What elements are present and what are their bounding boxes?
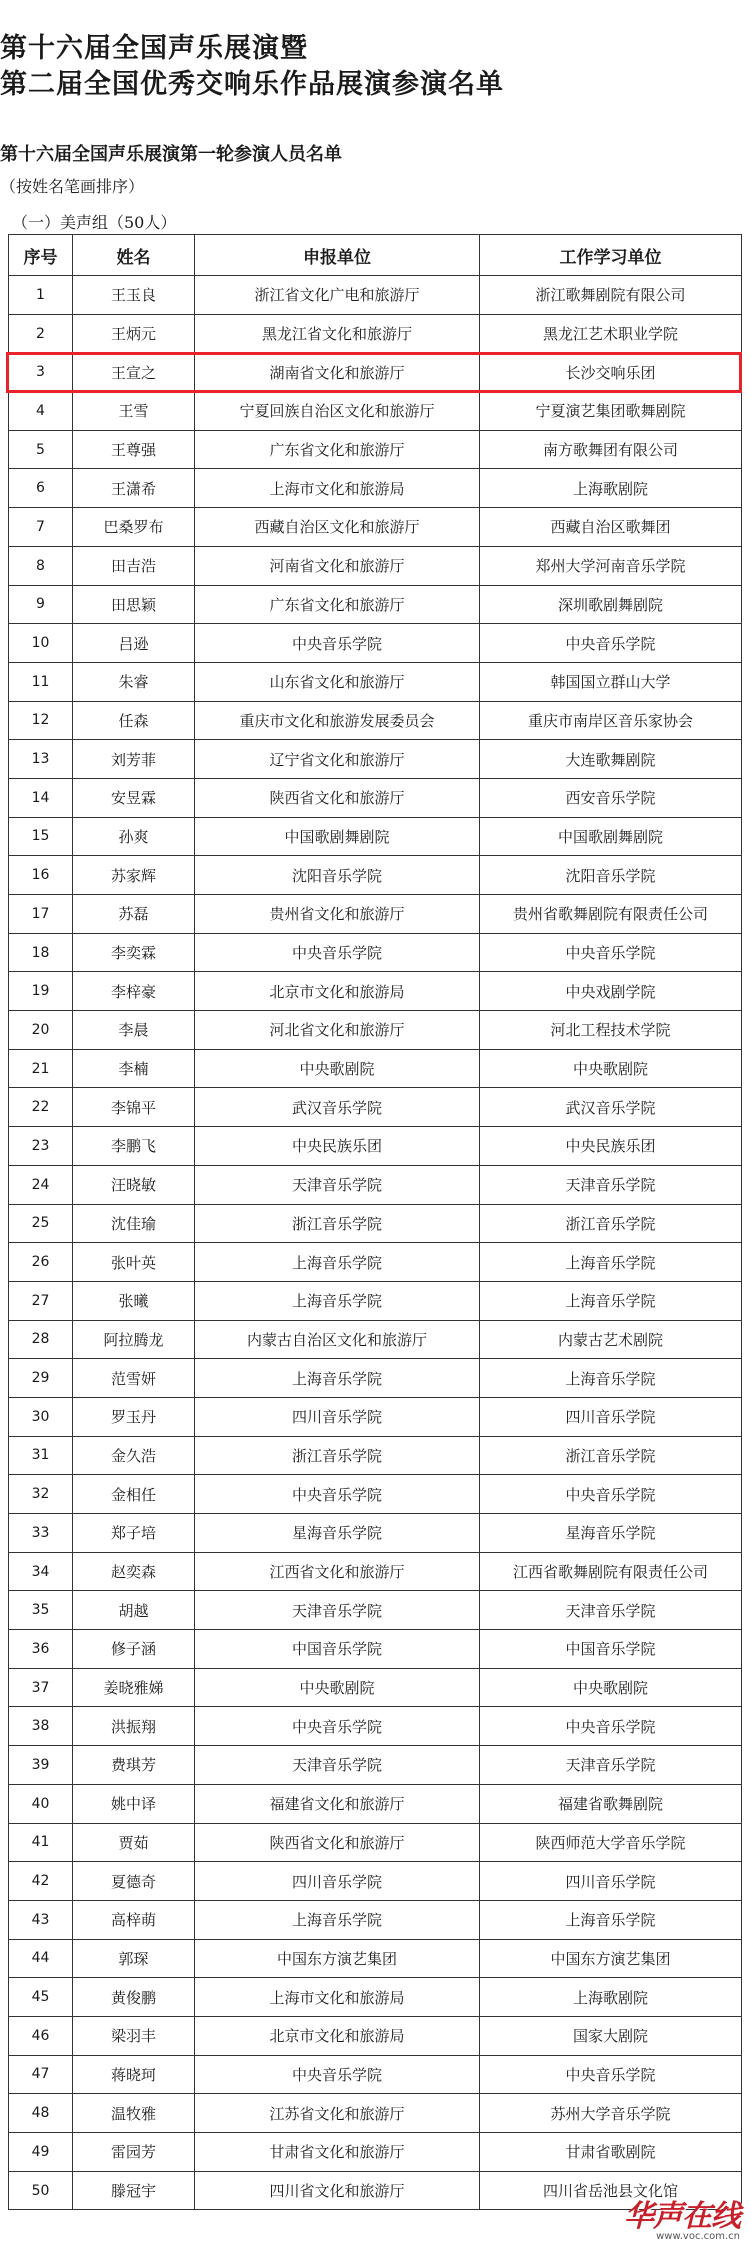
- cell-number: 21: [9, 1049, 73, 1088]
- cell-name: 姚中译: [73, 1784, 195, 1823]
- cell-number: 18: [9, 933, 73, 972]
- cell-number: 32: [9, 1475, 73, 1514]
- cell-name: 胡越: [73, 1591, 195, 1630]
- cell-name: 夏德奇: [73, 1862, 195, 1901]
- cell-work-unit: 中央音乐学院: [480, 933, 742, 972]
- table-header-row: [9, 235, 742, 276]
- cell-number: 17: [9, 895, 73, 934]
- cell-number: 43: [9, 1900, 73, 1939]
- cell-work-unit: 中央民族乐团: [480, 1127, 742, 1166]
- cell-work-unit: 上海音乐学院: [480, 1359, 742, 1398]
- cell-applying-unit: 广东省文化和旅游厅: [195, 585, 480, 624]
- cell-name: 赵奕森: [73, 1552, 195, 1591]
- cell-number: 1: [9, 276, 73, 315]
- table-row: [9, 778, 742, 817]
- cell-applying-unit: 江苏省文化和旅游厅: [195, 2094, 480, 2133]
- table-row: [9, 1939, 742, 1978]
- cell-name: 王潇希: [73, 469, 195, 508]
- cell-work-unit: 天津音乐学院: [480, 1591, 742, 1630]
- cell-applying-unit: 浙江音乐学院: [195, 1204, 480, 1243]
- cell-applying-unit: 中央音乐学院: [195, 2055, 480, 2094]
- table-row: [9, 2055, 742, 2094]
- cell-number: 49: [9, 2133, 73, 2172]
- cell-applying-unit: 辽宁省文化和旅游厅: [195, 740, 480, 779]
- cell-name: 梁羽丰: [73, 2016, 195, 2055]
- cell-work-unit: 中国歌剧舞剧院: [480, 817, 742, 856]
- cell-work-unit: 上海音乐学院: [480, 1900, 742, 1939]
- table-row: [9, 1668, 742, 1707]
- cell-name: 苏家辉: [73, 856, 195, 895]
- cell-number: 7: [9, 508, 73, 547]
- cell-name: 安昱霖: [73, 778, 195, 817]
- table-row: [9, 1514, 742, 1553]
- table-row: [9, 1397, 742, 1436]
- cell-name: 滕冠宇: [73, 2171, 195, 2210]
- column-header-work-unit: 工作学习单位: [480, 235, 742, 276]
- table-row: [9, 1281, 742, 1320]
- cell-number: 2: [9, 314, 73, 353]
- table-row: [9, 276, 742, 315]
- cell-number: 4: [9, 392, 73, 431]
- cell-work-unit: 中央音乐学院: [480, 2055, 742, 2094]
- cell-name: 巴桑罗布: [73, 508, 195, 547]
- table-row: [9, 1165, 742, 1204]
- table-row: [9, 1746, 742, 1785]
- cell-work-unit: 武汉音乐学院: [480, 1088, 742, 1127]
- cell-work-unit: 中央音乐学院: [480, 1707, 742, 1746]
- cell-work-unit: 深圳歌剧舞剧院: [480, 585, 742, 624]
- cell-name: 王雪: [73, 392, 195, 431]
- cell-work-unit: 西藏自治区歌舞团: [480, 508, 742, 547]
- cell-work-unit: 沈阳音乐学院: [480, 856, 742, 895]
- cell-number: 24: [9, 1165, 73, 1204]
- cell-work-unit: 中央戏剧学院: [480, 972, 742, 1011]
- cell-number: 29: [9, 1359, 73, 1398]
- cell-name: 苏磊: [73, 895, 195, 934]
- cell-work-unit: 中国东方演艺集团: [480, 1939, 742, 1978]
- table-row: [9, 1049, 742, 1088]
- cell-applying-unit: 中央民族乐团: [195, 1127, 480, 1166]
- cell-work-unit: 上海歌剧院: [480, 1978, 742, 2017]
- cell-number: 39: [9, 1746, 73, 1785]
- cell-name: 洪振翔: [73, 1707, 195, 1746]
- cell-applying-unit: 星海音乐学院: [195, 1514, 480, 1553]
- table-row: [9, 1862, 742, 1901]
- cell-applying-unit: 河南省文化和旅游厅: [195, 546, 480, 585]
- group-label: （一）美声组（50人）: [12, 213, 177, 232]
- cell-applying-unit: 中国音乐学院: [195, 1630, 480, 1669]
- cell-applying-unit: 重庆市文化和旅游发展委员会: [195, 701, 480, 740]
- cell-applying-unit: 宁夏回族自治区文化和旅游厅: [195, 392, 480, 431]
- cell-applying-unit: 山东省文化和旅游厅: [195, 662, 480, 701]
- cell-name: 王玉良: [73, 276, 195, 315]
- cell-applying-unit: 北京市文化和旅游局: [195, 972, 480, 1011]
- cell-name: 金相任: [73, 1475, 195, 1514]
- cell-applying-unit: 中央音乐学院: [195, 1707, 480, 1746]
- cell-applying-unit: 浙江音乐学院: [195, 1436, 480, 1475]
- cell-work-unit: 中央音乐学院: [480, 624, 742, 663]
- cell-name: 吕逊: [73, 624, 195, 663]
- cell-number: 30: [9, 1397, 73, 1436]
- cell-applying-unit: 四川音乐学院: [195, 1862, 480, 1901]
- cell-work-unit: 内蒙古艺术剧院: [480, 1320, 742, 1359]
- cell-applying-unit: 中央歌剧院: [195, 1668, 480, 1707]
- cell-name: 田吉浩: [73, 546, 195, 585]
- cell-work-unit: 西安音乐学院: [480, 778, 742, 817]
- column-header-applying-unit: 申报单位: [195, 235, 480, 276]
- cell-number: 3: [9, 353, 73, 392]
- cell-applying-unit: 天津音乐学院: [195, 1165, 480, 1204]
- cell-work-unit: 南方歌舞团有限公司: [480, 430, 742, 469]
- cell-work-unit: 重庆市南岸区音乐家协会: [480, 701, 742, 740]
- cell-name: 王炳元: [73, 314, 195, 353]
- cell-number: 37: [9, 1668, 73, 1707]
- table-body: [9, 276, 742, 2210]
- cell-applying-unit: 甘肃省文化和旅游厅: [195, 2133, 480, 2172]
- cell-number: 42: [9, 1862, 73, 1901]
- cell-work-unit: 浙江音乐学院: [480, 1204, 742, 1243]
- cell-applying-unit: 江西省文化和旅游厅: [195, 1552, 480, 1591]
- cell-work-unit: 星海音乐学院: [480, 1514, 742, 1553]
- table-row: [9, 1630, 742, 1669]
- cell-applying-unit: 贵州省文化和旅游厅: [195, 895, 480, 934]
- table-row: [9, 1978, 742, 2017]
- table-row: [9, 430, 742, 469]
- column-header-name: 姓名: [73, 235, 195, 276]
- cell-work-unit: 长沙交响乐团: [480, 353, 742, 392]
- cell-applying-unit: 广东省文化和旅游厅: [195, 430, 480, 469]
- cell-name: 李楠: [73, 1049, 195, 1088]
- cell-number: 26: [9, 1243, 73, 1282]
- cell-work-unit: 甘肃省歌剧院: [480, 2133, 742, 2172]
- table-row: [9, 469, 742, 508]
- cell-number: 33: [9, 1514, 73, 1553]
- cell-name: 金久浩: [73, 1436, 195, 1475]
- table-row: [9, 2016, 742, 2055]
- cell-number: 41: [9, 1823, 73, 1862]
- cell-name: 阿拉腾龙: [73, 1320, 195, 1359]
- cell-name: 郑子培: [73, 1514, 195, 1553]
- table-row: [9, 585, 742, 624]
- cell-work-unit: 韩国国立群山大学: [480, 662, 742, 701]
- table-row: [9, 546, 742, 585]
- cell-name: 高梓萌: [73, 1900, 195, 1939]
- cell-applying-unit: 上海音乐学院: [195, 1900, 480, 1939]
- cell-number: 13: [9, 740, 73, 779]
- cell-work-unit: 黑龙江艺术职业学院: [480, 314, 742, 353]
- table-row: [9, 972, 742, 1011]
- document-title-line-2: 第二届全国优秀交响乐作品展演参演名单: [0, 69, 504, 100]
- cell-applying-unit: 内蒙古自治区文化和旅游厅: [195, 1320, 480, 1359]
- cell-applying-unit: 武汉音乐学院: [195, 1088, 480, 1127]
- cell-applying-unit: 天津音乐学院: [195, 1591, 480, 1630]
- cell-applying-unit: 中央音乐学院: [195, 933, 480, 972]
- cell-name: 李奕霖: [73, 933, 195, 972]
- cell-number: 11: [9, 662, 73, 701]
- cell-applying-unit: 上海市文化和旅游局: [195, 1978, 480, 2017]
- cell-number: 48: [9, 2094, 73, 2133]
- cell-name: 修子涵: [73, 1630, 195, 1669]
- cell-name: 雷园芳: [73, 2133, 195, 2172]
- cell-work-unit: 陕西师范大学音乐学院: [480, 1823, 742, 1862]
- table-row: [9, 1707, 742, 1746]
- table-row: [9, 1243, 742, 1282]
- cell-work-unit: 中央歌剧院: [480, 1668, 742, 1707]
- cell-work-unit: 浙江歌舞剧院有限公司: [480, 276, 742, 315]
- cell-number: 23: [9, 1127, 73, 1166]
- cell-name: 王宣之: [73, 353, 195, 392]
- cell-work-unit: 中央歌剧院: [480, 1049, 742, 1088]
- cell-name: 温牧雅: [73, 2094, 195, 2133]
- cell-applying-unit: 上海音乐学院: [195, 1243, 480, 1282]
- cell-applying-unit: 浙江省文化广电和旅游厅: [195, 276, 480, 315]
- cell-applying-unit: 中央音乐学院: [195, 624, 480, 663]
- cell-number: 46: [9, 2016, 73, 2055]
- cell-work-unit: 苏州大学音乐学院: [480, 2094, 742, 2133]
- cell-number: 35: [9, 1591, 73, 1630]
- table-row: [9, 740, 742, 779]
- table-row: [9, 1127, 742, 1166]
- cell-applying-unit: 北京市文化和旅游局: [195, 2016, 480, 2055]
- sort-note: （按姓名笔画排序）: [0, 177, 145, 196]
- table-row: [9, 1436, 742, 1475]
- cell-work-unit: 中央音乐学院: [480, 1475, 742, 1514]
- cell-number: 15: [9, 817, 73, 856]
- cell-name: 任森: [73, 701, 195, 740]
- cell-applying-unit: 上海市文化和旅游局: [195, 469, 480, 508]
- table-row: [9, 624, 742, 663]
- cell-work-unit: 福建省歌舞剧院: [480, 1784, 742, 1823]
- table-row: [9, 508, 742, 547]
- document-title-line-1: 第十六届全国声乐展演暨: [0, 33, 308, 64]
- cell-applying-unit: 中央歌剧院: [195, 1049, 480, 1088]
- cell-name: 孙爽: [73, 817, 195, 856]
- cell-work-unit: 四川省岳池县文化馆: [480, 2171, 742, 2210]
- table-row: [9, 392, 742, 431]
- cell-name: 郭琛: [73, 1939, 195, 1978]
- cell-number: 5: [9, 430, 73, 469]
- table-row: [9, 662, 742, 701]
- list-subtitle: 第十六届全国声乐展演第一轮参演人员名单: [0, 144, 342, 165]
- cell-applying-unit: 四川音乐学院: [195, 1397, 480, 1436]
- cell-name: 沈佳瑜: [73, 1204, 195, 1243]
- cell-name: 范雪妍: [73, 1359, 195, 1398]
- table-row: [9, 817, 742, 856]
- cell-name: 王尊强: [73, 430, 195, 469]
- cell-work-unit: 浙江音乐学院: [480, 1436, 742, 1475]
- cell-applying-unit: 沈阳音乐学院: [195, 856, 480, 895]
- cell-name: 蒋晓珂: [73, 2055, 195, 2094]
- cell-applying-unit: 陕西省文化和旅游厅: [195, 778, 480, 817]
- table-row: [9, 1359, 742, 1398]
- cell-applying-unit: 四川省文化和旅游厅: [195, 2171, 480, 2210]
- cell-number: 34: [9, 1552, 73, 1591]
- cell-name: 李锦平: [73, 1088, 195, 1127]
- cell-name: 姜晓雅娣: [73, 1668, 195, 1707]
- cell-number: 28: [9, 1320, 73, 1359]
- table-row: [9, 2133, 742, 2172]
- cell-number: 44: [9, 1939, 73, 1978]
- cell-number: 45: [9, 1978, 73, 2017]
- cell-name: 汪晓敏: [73, 1165, 195, 1204]
- cell-applying-unit: 黑龙江省文化和旅游厅: [195, 314, 480, 353]
- watermark: [624, 2191, 740, 2242]
- cell-number: 20: [9, 1011, 73, 1050]
- cell-work-unit: 四川音乐学院: [480, 1862, 742, 1901]
- cell-applying-unit: 中国东方演艺集团: [195, 1939, 480, 1978]
- cell-work-unit: 郑州大学河南音乐学院: [480, 546, 742, 585]
- cell-work-unit: 四川音乐学院: [480, 1397, 742, 1436]
- table-row: [9, 933, 742, 972]
- cell-applying-unit: 中央音乐学院: [195, 1475, 480, 1514]
- cell-name: 贾茹: [73, 1823, 195, 1862]
- cell-applying-unit: 西藏自治区文化和旅游厅: [195, 508, 480, 547]
- table-row: [9, 1011, 742, 1050]
- column-header-number: 序号: [9, 235, 73, 276]
- cell-number: 47: [9, 2055, 73, 2094]
- cell-applying-unit: 上海音乐学院: [195, 1281, 480, 1320]
- table-row: [9, 856, 742, 895]
- table-row: [9, 314, 742, 353]
- table-row: [9, 1088, 742, 1127]
- table-row: [9, 353, 742, 392]
- watermark-logo: 华声在线: [624, 2199, 740, 2234]
- cell-number: 8: [9, 546, 73, 585]
- cell-number: 12: [9, 701, 73, 740]
- cell-number: 40: [9, 1784, 73, 1823]
- cell-name: 田思颖: [73, 585, 195, 624]
- table-row: [9, 1204, 742, 1243]
- table-row: [9, 1591, 742, 1630]
- cell-number: 38: [9, 1707, 73, 1746]
- cell-name: 罗玉丹: [73, 1397, 195, 1436]
- cell-applying-unit: 上海音乐学院: [195, 1359, 480, 1398]
- cell-name: 张曦: [73, 1281, 195, 1320]
- cell-number: 16: [9, 856, 73, 895]
- table-row: [9, 2094, 742, 2133]
- cell-work-unit: 天津音乐学院: [480, 1746, 742, 1785]
- cell-applying-unit: 中国歌剧舞剧院: [195, 817, 480, 856]
- cell-work-unit: 贵州省歌舞剧院有限责任公司: [480, 895, 742, 934]
- watermark-url: www.voc.com.cn: [656, 2231, 740, 2242]
- cell-work-unit: 宁夏演艺集团歌舞剧院: [480, 392, 742, 431]
- cell-number: 22: [9, 1088, 73, 1127]
- cell-number: 31: [9, 1436, 73, 1475]
- cell-name: 李鹏飞: [73, 1127, 195, 1166]
- cell-number: 9: [9, 585, 73, 624]
- cell-number: 14: [9, 778, 73, 817]
- cell-work-unit: 中国音乐学院: [480, 1630, 742, 1669]
- table-row: [9, 895, 742, 934]
- cell-applying-unit: 河北省文化和旅游厅: [195, 1011, 480, 1050]
- cell-work-unit: 江西省歌舞剧院有限责任公司: [480, 1552, 742, 1591]
- cell-applying-unit: 福建省文化和旅游厅: [195, 1784, 480, 1823]
- cell-number: 27: [9, 1281, 73, 1320]
- cell-name: 刘芳菲: [73, 740, 195, 779]
- cell-name: 李晨: [73, 1011, 195, 1050]
- cell-name: 张叶英: [73, 1243, 195, 1282]
- cell-applying-unit: 陕西省文化和旅游厅: [195, 1823, 480, 1862]
- cell-name: 李梓豪: [73, 972, 195, 1011]
- cell-name: 朱睿: [73, 662, 195, 701]
- cell-number: 50: [9, 2171, 73, 2210]
- cell-work-unit: 大连歌舞剧院: [480, 740, 742, 779]
- participants-table: [8, 234, 742, 2210]
- cell-applying-unit: 天津音乐学院: [195, 1746, 480, 1785]
- cell-work-unit: 上海歌剧院: [480, 469, 742, 508]
- cell-work-unit: 天津音乐学院: [480, 1165, 742, 1204]
- table-row: [9, 1823, 742, 1862]
- cell-name: 费琪芳: [73, 1746, 195, 1785]
- cell-work-unit: 国家大剧院: [480, 2016, 742, 2055]
- table-row: [9, 1900, 742, 1939]
- table-row: [9, 1784, 742, 1823]
- cell-name: 黄俊鹏: [73, 1978, 195, 2017]
- table-row: [9, 1475, 742, 1514]
- cell-applying-unit: 湖南省文化和旅游厅: [195, 353, 480, 392]
- table-row: [9, 701, 742, 740]
- table-row: [9, 1552, 742, 1591]
- cell-number: 36: [9, 1630, 73, 1669]
- cell-number: 25: [9, 1204, 73, 1243]
- cell-work-unit: 河北工程技术学院: [480, 1011, 742, 1050]
- cell-work-unit: 上海音乐学院: [480, 1281, 742, 1320]
- cell-number: 19: [9, 972, 73, 1011]
- table-row: [9, 1320, 742, 1359]
- cell-number: 6: [9, 469, 73, 508]
- cell-number: 10: [9, 624, 73, 663]
- cell-work-unit: 上海音乐学院: [480, 1243, 742, 1282]
